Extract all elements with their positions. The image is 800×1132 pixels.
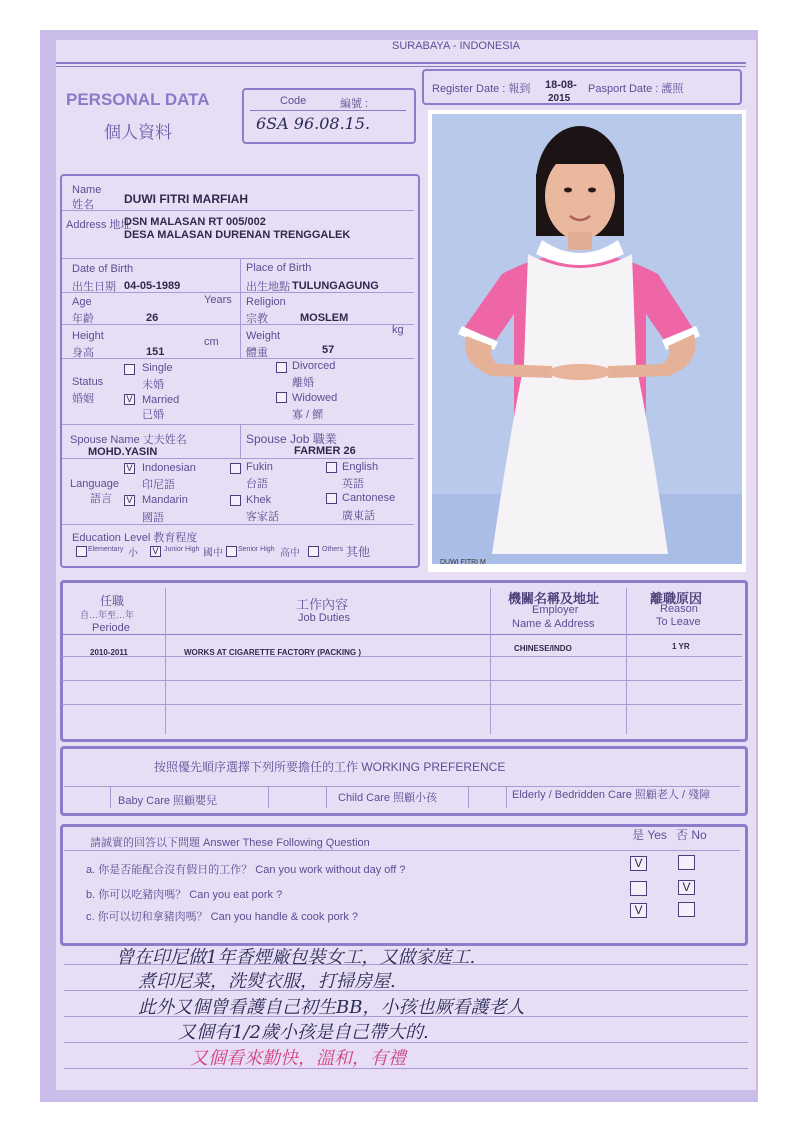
weight-value: 57	[322, 344, 335, 356]
single-label-zh: 未婚	[142, 379, 164, 391]
indonesian-checkbox[interactable]: V	[124, 463, 135, 474]
passport-date-label: Pasport Date : 護照	[588, 83, 684, 95]
col-reason-header: Reason	[660, 603, 698, 615]
col-period-zh2: 自…年至…年	[80, 610, 135, 620]
address-label: Address 地址	[66, 219, 132, 231]
col-reason-zh: 離職原因	[650, 591, 703, 606]
divorced-label: Divorced	[292, 360, 336, 372]
religion-label-zh: 宗教	[246, 313, 268, 325]
yes-label: 是 Yes	[632, 828, 667, 842]
title-zh: 個人資料	[104, 123, 172, 142]
question-c-no[interactable]	[678, 902, 695, 917]
address-line1: DSN MALASAN RT 005/002	[124, 216, 266, 228]
question-a: a. 你是否能配合沒有假日的工作？ Can you work without day off ?	[86, 864, 406, 876]
mandarin-label: Mandarin	[142, 494, 188, 506]
language-label-zh: 語言	[90, 493, 112, 505]
question-b-no[interactable]: V	[678, 880, 695, 895]
note-line-3: 此外又個曾看護自己初生BB，小孩也厥看護老人	[138, 997, 525, 1018]
dob-label: Date of Birth	[72, 263, 134, 275]
col-employer-header2: Name & Address	[512, 618, 595, 630]
question-c-yes[interactable]: V	[630, 903, 647, 918]
language-label: Language	[70, 478, 119, 490]
pob-value: TULUNGAGUNG	[292, 280, 379, 292]
question-b-yes[interactable]	[630, 881, 647, 896]
row-duties: WORKS AT CIGARETTE FACTORY (PACKING )	[184, 648, 362, 657]
spouse-name-value: MOHD.YASIN	[88, 446, 158, 458]
name-value: DUWI FITRI MARFIAH	[124, 192, 248, 206]
applicant-photo	[432, 114, 742, 564]
indonesian-label: Indonesian	[142, 462, 196, 474]
others-label: Others	[322, 546, 344, 553]
name-label-zh: 姓名	[72, 199, 94, 211]
name-label: Name	[72, 184, 102, 196]
note-line-4: 又個有1/2歲小孩是自己帶大的.	[178, 1022, 429, 1043]
mandarin-checkbox[interactable]: V	[124, 495, 135, 506]
junior-label: Junior High	[164, 546, 200, 553]
spouse-name-label: Spouse Name 丈夫姓名	[70, 434, 187, 446]
others-checkbox[interactable]	[308, 546, 319, 557]
khek-checkbox[interactable]	[230, 495, 241, 506]
english-checkbox[interactable]	[326, 462, 337, 473]
cantonese-label: Cantonese	[342, 492, 396, 504]
header-city: SURABAYA - INDONESIA	[392, 40, 520, 52]
row-reason: 1 YR	[672, 642, 690, 651]
cantonese-checkbox[interactable]	[326, 493, 337, 504]
khek-label-zh: 客家話	[246, 511, 279, 523]
widowed-label: Widowed	[292, 392, 338, 404]
cantonese-label-zh: 廣東話	[342, 510, 375, 522]
height-label: Height	[72, 330, 104, 342]
col-duties-header: Job Duties	[298, 612, 350, 624]
note-line-2: 煮印尼菜，洗熨衣服，打掃房屋.	[138, 971, 396, 992]
senior-checkbox[interactable]	[226, 546, 237, 557]
widowed-checkbox[interactable]	[276, 392, 287, 403]
fukin-label-zh: 台語	[246, 478, 268, 490]
col-employer-zh: 機關名稱及地址	[508, 591, 600, 606]
pob-label-zh: 出生地點	[246, 281, 290, 293]
col-period-header: Periode	[92, 622, 130, 634]
height-value: 151	[146, 346, 165, 358]
age-unit: Years	[204, 294, 232, 306]
col-duties-zh: 工作內容	[296, 597, 349, 612]
mandarin-label-zh: 國語	[142, 512, 164, 524]
register-date-label: Register Date : 報到	[432, 83, 531, 95]
english-label: English	[342, 461, 379, 473]
title-en: PERSONAL DATA	[66, 90, 210, 109]
khek-label: Khek	[246, 494, 272, 506]
religion-label: Religion	[246, 296, 286, 308]
age-label-zh: 年齡	[72, 313, 94, 325]
pref-elderly-care: Elderly / Bedridden Care 照顧老人 / 殘障	[512, 789, 711, 801]
address-line2: DESA MALASAN DURENAN TRENGGALEK	[124, 229, 351, 241]
spouse-job-value: FARMER 26	[294, 445, 356, 457]
row-employer: CHINESE/INDO	[514, 644, 572, 653]
spouse-job-label: Spouse Job 職業	[246, 432, 337, 446]
register-year: 2015	[548, 93, 571, 104]
pref-child-care: Child Care 照顧小孩	[338, 792, 438, 804]
pob-label: Place of Birth	[246, 262, 312, 274]
height-label-zh: 身高	[72, 347, 94, 359]
dob-label-zh: 出生日期	[72, 281, 116, 293]
single-checkbox[interactable]	[124, 364, 135, 375]
widowed-label-zh: 寡 / 鰥	[292, 409, 324, 421]
code-value: 6SA 96.08.15.	[256, 114, 371, 133]
junior-label-zh: 國中	[203, 548, 223, 559]
single-label: Single	[142, 362, 173, 374]
questions-title: 請誠實的回答以下問題 Answer These Following Question	[90, 837, 370, 849]
question-a-no[interactable]	[678, 855, 695, 870]
age-value: 26	[146, 312, 159, 324]
elementary-label: Elementary	[88, 546, 124, 553]
register-date-value: 18-08-	[545, 79, 577, 91]
english-label-zh: 英語	[342, 478, 364, 490]
question-b: b. 你可以吃豬肉嗎？ Can you eat pork ?	[86, 889, 283, 901]
no-label: 否 No	[676, 828, 707, 842]
code-label: Code	[280, 95, 307, 107]
education-label: Education Level 教育程度	[72, 532, 198, 544]
junior-checkbox[interactable]: V	[150, 546, 161, 557]
elementary-label-zh: 小	[128, 548, 138, 559]
married-label: Married	[142, 394, 180, 406]
photo-caption: DUWI FITRI M	[440, 559, 486, 566]
divorced-label-zh: 離婚	[292, 377, 314, 389]
question-c: c. 你可以切和拿豬肉嗎？ Can you handle & cook pork ?	[86, 911, 359, 923]
senior-label-zh: 高中	[280, 548, 300, 559]
age-label: Age	[72, 296, 92, 308]
col-reason-header2: To Leave	[656, 616, 701, 628]
note-line-1: 曾在印尼做1年香煙廠包裝女工，又做家庭工.	[116, 947, 476, 968]
elementary-checkbox[interactable]	[76, 546, 87, 557]
status-label: Status	[72, 376, 104, 388]
col-employer-header: Employer	[532, 604, 579, 616]
note-line-red: 又個看來勤快，溫和，有禮	[190, 1048, 406, 1069]
code-label-zh: 編號 :	[340, 98, 369, 110]
fukin-checkbox[interactable]	[230, 463, 241, 474]
divorced-checkbox[interactable]	[276, 362, 287, 373]
height-unit: cm	[204, 336, 219, 348]
employment-table	[60, 580, 748, 742]
dob-value: 04-05-1989	[124, 280, 181, 292]
pref-baby-care: Baby Care 照顧嬰兒	[118, 795, 218, 807]
preference-title: 按照優先順序選擇下列所要擔任的工作 WORKING PREFERENCE	[154, 760, 506, 774]
indonesian-label-zh: 印尼語	[142, 479, 175, 491]
religion-value: MOSLEM	[300, 312, 349, 324]
weight-unit: kg	[392, 324, 404, 336]
col-period-zh: 任職	[100, 594, 125, 608]
question-a-yes[interactable]: V	[630, 856, 647, 871]
row-period: 2010-2011	[90, 648, 128, 657]
married-checkbox[interactable]: V	[124, 394, 135, 405]
weight-label: Weight	[246, 330, 281, 342]
married-label-zh: 已婚	[142, 409, 164, 421]
others-label-zh: 其他	[346, 545, 371, 559]
weight-label-zh: 體重	[246, 347, 268, 359]
fukin-label: Fukin	[246, 461, 273, 473]
senior-label: Senior High	[238, 546, 275, 553]
status-label-zh: 婚姻	[72, 393, 94, 405]
